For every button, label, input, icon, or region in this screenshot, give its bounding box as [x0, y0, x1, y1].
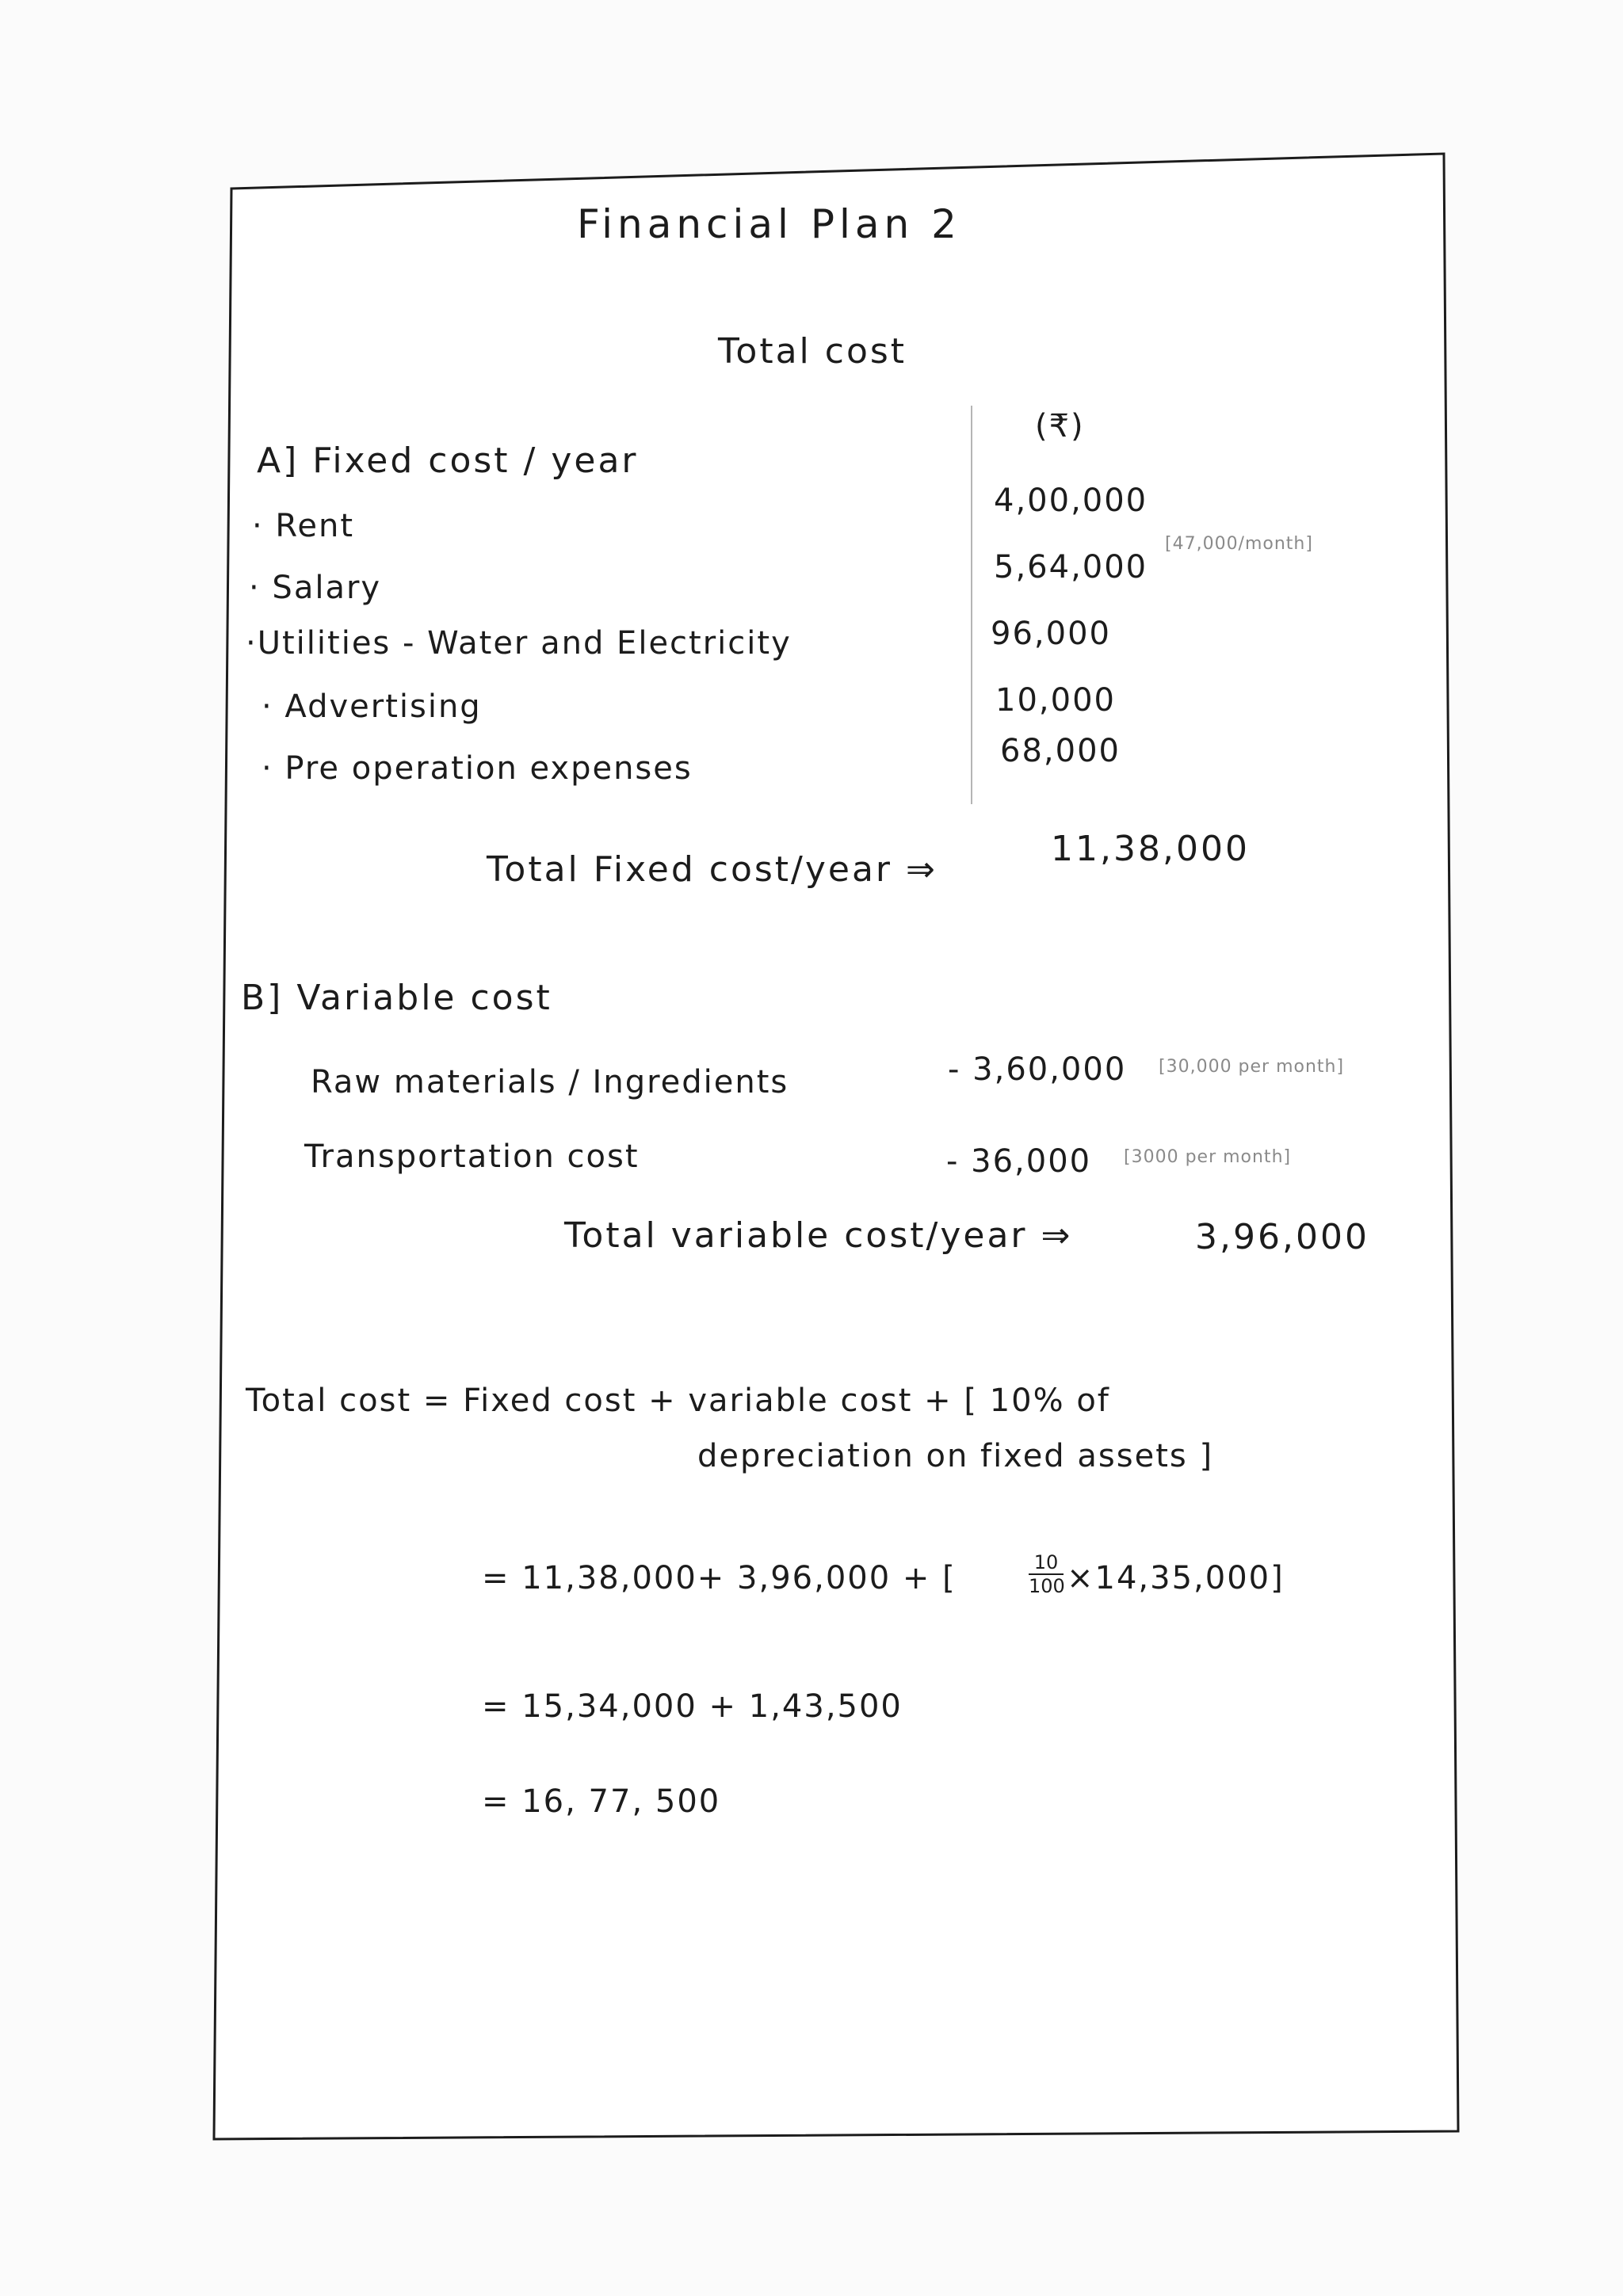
variable-item-note: [3000 per month]: [1124, 1147, 1292, 1167]
fixed-item-label: ·Utilities - Water and Electricity: [246, 625, 792, 662]
fixed-item-label: · Rent: [252, 508, 355, 544]
fraction-denominator: 100: [1029, 1575, 1065, 1597]
fixed-item-value: 5,64,000: [994, 549, 1148, 585]
fixed-item-label: · Salary: [249, 570, 382, 606]
calculation-step: ×14,35,000]: [1067, 1560, 1285, 1596]
calculation-result: = 16, 77, 500: [482, 1783, 721, 1820]
variable-item-note: [30,000 per month]: [1159, 1057, 1345, 1077]
variable-item-label: Transportation cost: [304, 1138, 640, 1175]
fraction: [1029, 1553, 1064, 1596]
formula-line: Total cost = Fixed cost + variable cost + [ 10% of: [246, 1383, 1110, 1419]
variable-item-value: - 36,000: [946, 1143, 1092, 1180]
variable-total-label: Total variable cost/year ⇒: [564, 1215, 1073, 1256]
page-title: Financial Plan 2: [577, 201, 961, 247]
section-heading: Total cost: [718, 331, 907, 372]
fraction-numerator: 10: [1033, 1551, 1059, 1573]
calculation-step: = 11,38,000+ 3,96,000 + [: [482, 1560, 957, 1596]
fixed-item-value: 10,000: [995, 682, 1116, 719]
fixed-item-value: 68,000: [1000, 733, 1121, 769]
calculation-step: = 15,34,000 + 1,43,500: [482, 1688, 903, 1725]
variable-item-value: - 3,60,000: [948, 1051, 1127, 1088]
fixed-item-label: · Advertising: [262, 688, 482, 725]
fixed-cost-heading: A] Fixed cost / year: [257, 441, 639, 481]
currency-header: (₹): [1035, 408, 1085, 444]
formula-line: depreciation on fixed assets ]: [697, 1438, 1214, 1474]
variable-total-value: 3,96,000: [1195, 1217, 1369, 1257]
fixed-total-value: 11,38,000: [1051, 829, 1250, 869]
fixed-item-label: · Pre operation expenses: [262, 750, 693, 787]
variable-cost-heading: B] Variable cost: [241, 978, 552, 1018]
fixed-total-label: Total Fixed cost/year ⇒: [487, 849, 938, 890]
variable-item-label: Raw materials / Ingredients: [311, 1064, 789, 1100]
fixed-item-note: [47,000/month]: [1165, 534, 1313, 554]
fixed-item-value: 96,000: [991, 616, 1111, 652]
fixed-item-value: 4,00,000: [994, 482, 1148, 519]
